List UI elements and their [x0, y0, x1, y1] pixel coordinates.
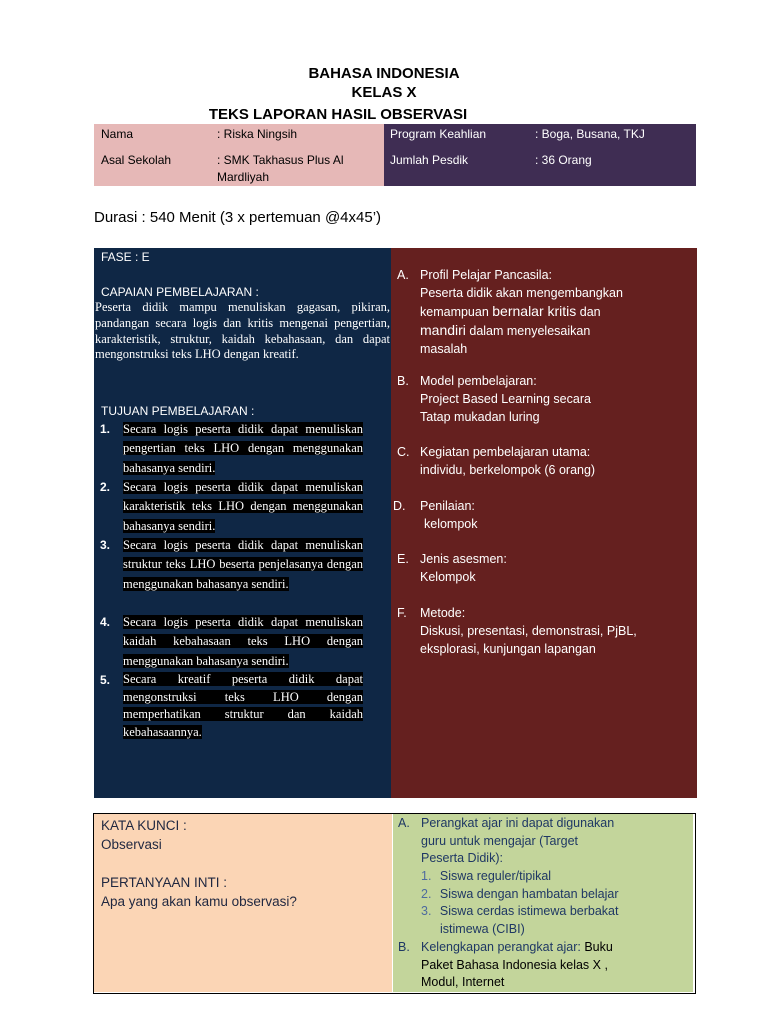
- list-text: Siswa cerdas istimewa berbakat: [439, 904, 619, 919]
- list-number: 2.: [421, 886, 432, 901]
- list-text: Secara logis peserta didik dapat menuliskan pengertian teks LHO dengan menggunakan bahasanya sendiri.: [123, 422, 363, 475]
- list-number: 5.: [100, 673, 111, 687]
- model-line2: Tatap mukadan luring: [420, 410, 540, 424]
- sekolah-value-line1: : SMK Takhasus Plus Al: [217, 153, 344, 167]
- kelengkapan-line3: Modul, Internet: [421, 975, 505, 990]
- list-text: Secara logis peserta didik dapat menuliskan karakteristik teks LHO dengan menggunakan bahasanya sendiri.: [123, 480, 363, 533]
- metode-line2: eksplorasi, kunjungan lapangan: [420, 642, 596, 656]
- list-number: 4.: [100, 615, 111, 629]
- model-line1: Project Based Learning secara: [420, 392, 591, 406]
- profil-line3b: dalam menyelesaikan: [465, 324, 591, 338]
- kata-kunci-value: Observasi: [101, 837, 162, 852]
- class-title: KELAS X: [351, 84, 417, 101]
- list-item: [421, 886, 619, 904]
- section-letter: A.: [397, 268, 409, 282]
- subject-title: BAHASA INDONESIA: [308, 65, 460, 82]
- list-text: Secara kreatif peserta didik dapat mengonstruksi teks LHO dengan memperhatikan struktur dan kaidah kebahasaannya.: [123, 672, 363, 739]
- section-letter: D.: [393, 499, 406, 513]
- section-letter: B.: [398, 940, 410, 954]
- list-text: Secara logis peserta didik dapat menuliskan struktur teks LHO beserta penjelasanya dengan menggunakan bahasanya sendiri.: [123, 538, 363, 591]
- sekolah-value-line2: Mardliyah: [217, 170, 270, 184]
- pertanyaan-title: PERTANYAAN INTI :: [101, 875, 228, 890]
- identity-left-panel: [94, 124, 384, 186]
- keyword-panel: [94, 814, 392, 992]
- metode-line1: Diskusi, presentasi, demonstrasi, PjBL,: [420, 624, 637, 638]
- target-line1: Perangkat ajar ini dapat digunakan: [421, 816, 615, 830]
- nama-label: Nama: [101, 127, 134, 141]
- penilaian-line1: kelompok: [424, 517, 478, 531]
- list-number: 3.: [421, 904, 432, 919]
- profil-line2c: dan: [576, 305, 601, 319]
- section-letter: A.: [398, 816, 410, 830]
- list-number: 2.: [100, 480, 111, 494]
- target3-continuation: istimewa (CIBI): [440, 922, 525, 937]
- target-panel: [393, 814, 693, 992]
- metode-title: Metode:: [420, 606, 466, 620]
- section-letter: C.: [397, 445, 410, 459]
- kata-kunci-title: KATA KUNCI :: [101, 818, 187, 833]
- pertanyaan-value: Apa yang akan kamu observasi?: [101, 894, 297, 909]
- list-text: Secara logis peserta didik dapat menuliskan kaidah kebahasaan teks LHO dengan menggunakan bahasanya sendiri.: [123, 615, 363, 668]
- learning-outcomes-panel: [94, 248, 391, 798]
- profil-line3a: mandiri: [420, 322, 466, 338]
- jumlah-label: Jumlah Pesdik: [390, 153, 469, 167]
- target-line2: guru untuk mengajar (Target: [421, 833, 579, 848]
- list-number: 1.: [421, 869, 432, 883]
- list-item: [421, 903, 618, 921]
- program-value: : Boga, Busana, TKJ: [535, 127, 645, 141]
- fase-label: FASE : E: [101, 250, 150, 264]
- topic-title: TEKS LAPORAN HASIL OBSERVASI: [208, 106, 468, 123]
- learning-info-panel: [391, 248, 697, 798]
- kelengkapan-line2: Paket Bahasa Indonesia kelas X ,: [421, 957, 608, 972]
- profil-title: Profil Pelajar Pancasila:: [420, 268, 553, 282]
- list-number: 1.: [100, 422, 111, 436]
- target-line3: Peserta Didik):: [421, 851, 503, 866]
- sekolah-label: Asal Sekolah: [101, 153, 172, 167]
- identity-right-panel: [384, 124, 696, 186]
- profil-line2a: kemampuan: [420, 305, 493, 319]
- program-label: Program Keahlian: [390, 127, 487, 141]
- cp-title: CAPAIAN PEMBELAJARAN :: [101, 285, 259, 299]
- jumlah-value: : 36 Orang: [535, 153, 592, 167]
- profil-line2b: bernalar kritis: [492, 303, 577, 319]
- penilaian-title: Penilaian:: [420, 499, 475, 513]
- kegiatan-title: Kegiatan pembelajaran utama:: [420, 445, 591, 459]
- list-text: Siswa reguler/tipikal: [439, 869, 552, 883]
- list-text: Siswa dengan hambatan belajar: [439, 886, 619, 901]
- profil-line1: Peserta didik akan mengembangkan: [420, 286, 623, 300]
- duration-text: Durasi : 540 Menit (3 x pertemuan @4x45’): [94, 209, 382, 226]
- asesmen-line1: Kelompok: [420, 570, 476, 584]
- tp-title: TUJUAN PEMBELAJARAN :: [101, 404, 255, 418]
- cp-text: Peserta didik mampu menuliskan gagasan, pikiran, pandangan secara logis dan kritis mengenai pengertian, karakteristik, struktur, kaidah kebahasaan, dan dapat mengonstruksi teks LHO dengan kreatif.: [95, 300, 390, 362]
- profil-line4: masalah: [420, 342, 468, 356]
- list-item: [421, 868, 551, 886]
- model-title: Model pembelajaran:: [420, 374, 537, 388]
- nama-value: : Riska Ningsih: [217, 127, 298, 141]
- section-letter: E.: [397, 552, 409, 566]
- list-number: 3.: [100, 538, 111, 552]
- kelengkapan-label: Kelengkapan perangkat ajar:: [421, 940, 585, 954]
- kelengkapan-line1: [421, 939, 613, 957]
- kelengkapan-buku: Buku: [584, 940, 613, 954]
- asesmen-title: Jenis asesmen:: [420, 552, 507, 566]
- section-letter: B.: [397, 374, 409, 388]
- section-letter: F.: [397, 606, 407, 620]
- kegiatan-line1: individu, berkelompok (6 orang): [420, 463, 596, 477]
